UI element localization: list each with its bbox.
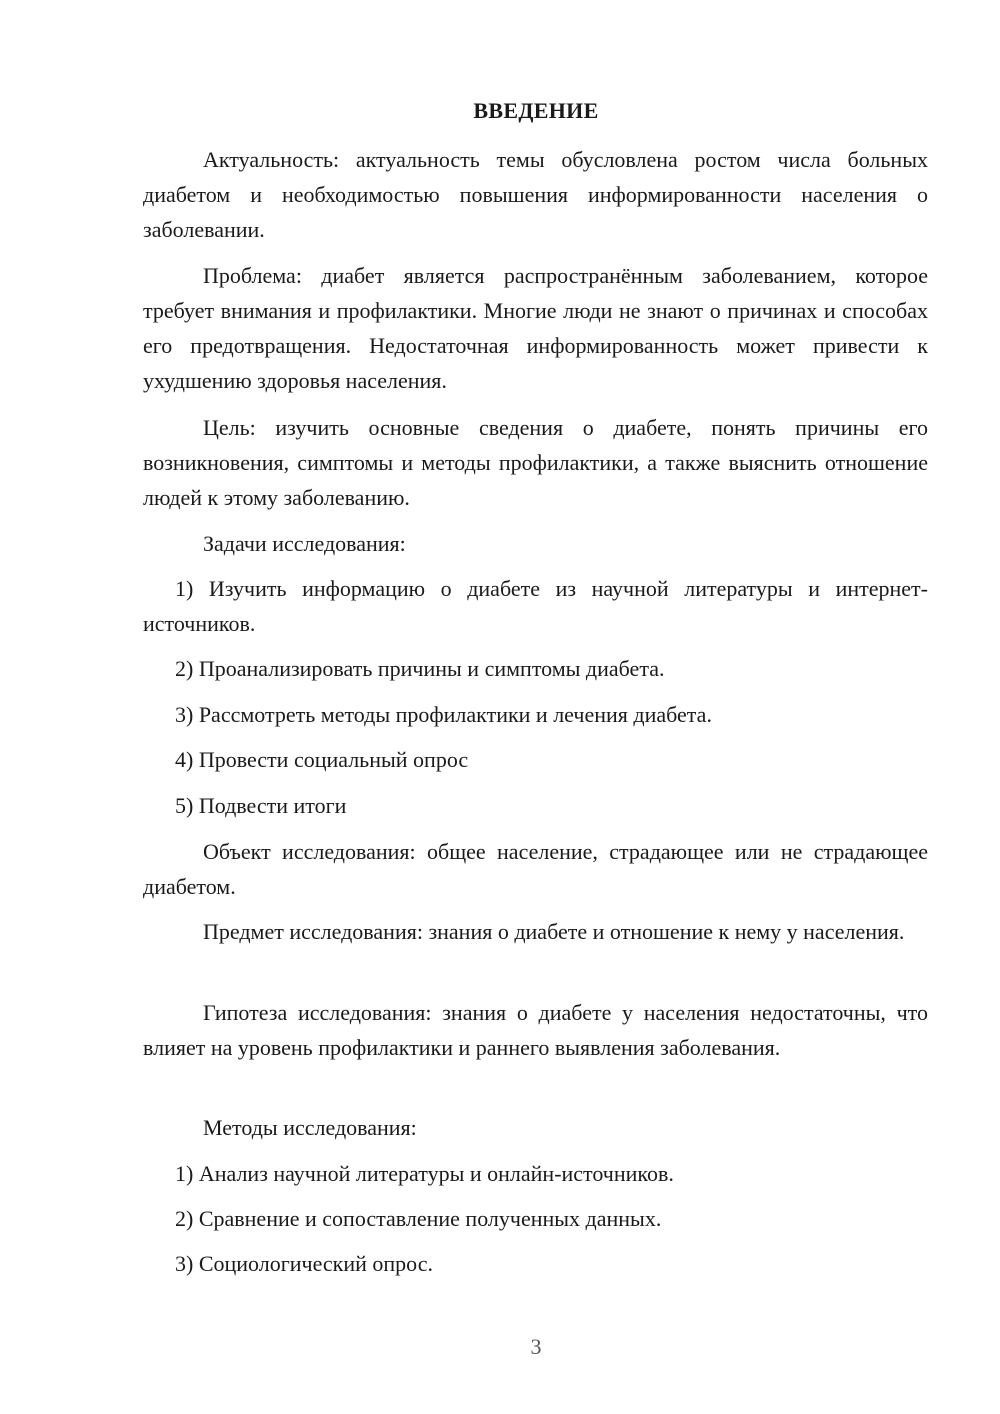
- tasks-title: Задачи исследования:: [203, 531, 406, 556]
- methods-title: Методы исследования:: [203, 1115, 417, 1140]
- page-title: ВВЕДЕНИЕ: [473, 98, 599, 123]
- method-item-1: 1) Анализ научной литературы и онлайн-источников.: [175, 1161, 674, 1186]
- hypothesis-paragraph: Гипотеза исследования: знания о диабете у населения недостаточны, что влияет на уровень профилактики и раннего выявления заболевания.: [143, 1000, 928, 1060]
- method-item-2: 2) Сравнение и сопоставление полученных данных.: [175, 1206, 662, 1231]
- method-item-3: 3) Социологический опрос.: [175, 1251, 433, 1276]
- page-number: 3: [530, 1334, 542, 1359]
- object-paragraph: Объект исследования: общее население, страдающее или не страдающее диабетом.: [143, 839, 928, 899]
- task-item-4: 4) Провести социальный опрос: [175, 747, 469, 772]
- task-item-2: 2) Проанализировать причины и симптомы диабета.: [175, 656, 665, 681]
- task-item-3: 3) Рассмотреть методы профилактики и лечения диабета.: [175, 702, 712, 727]
- relevance-paragraph: Актуальность: актуальность темы обусловлена ростом числа больных диабетом и необходимостью повышения информированности населения о заболевании.: [143, 147, 928, 242]
- goal-paragraph: Цель: изучить основные сведения о диабете, понять причины его возникновения, симптомы и методы профилактики, а также выяснить отношение людей к этому заболеванию.: [143, 415, 928, 510]
- subject-paragraph: Предмет исследования: знания о диабете и отношение к нему у населения.: [203, 919, 905, 944]
- problem-paragraph: Проблема: диабет является распространённым заболеванием, которое требует внимания и профилактики. Многие люди не знают о причинах и способах его предотвращения. Недостаточная информированность может привести к ухудшению здоровья населения.: [143, 263, 928, 393]
- task-item-1: 1) Изучить информацию о диабете из научной литературы и интернет-источников.: [143, 576, 928, 636]
- task-item-5: 5) Подвести итоги: [175, 793, 347, 818]
